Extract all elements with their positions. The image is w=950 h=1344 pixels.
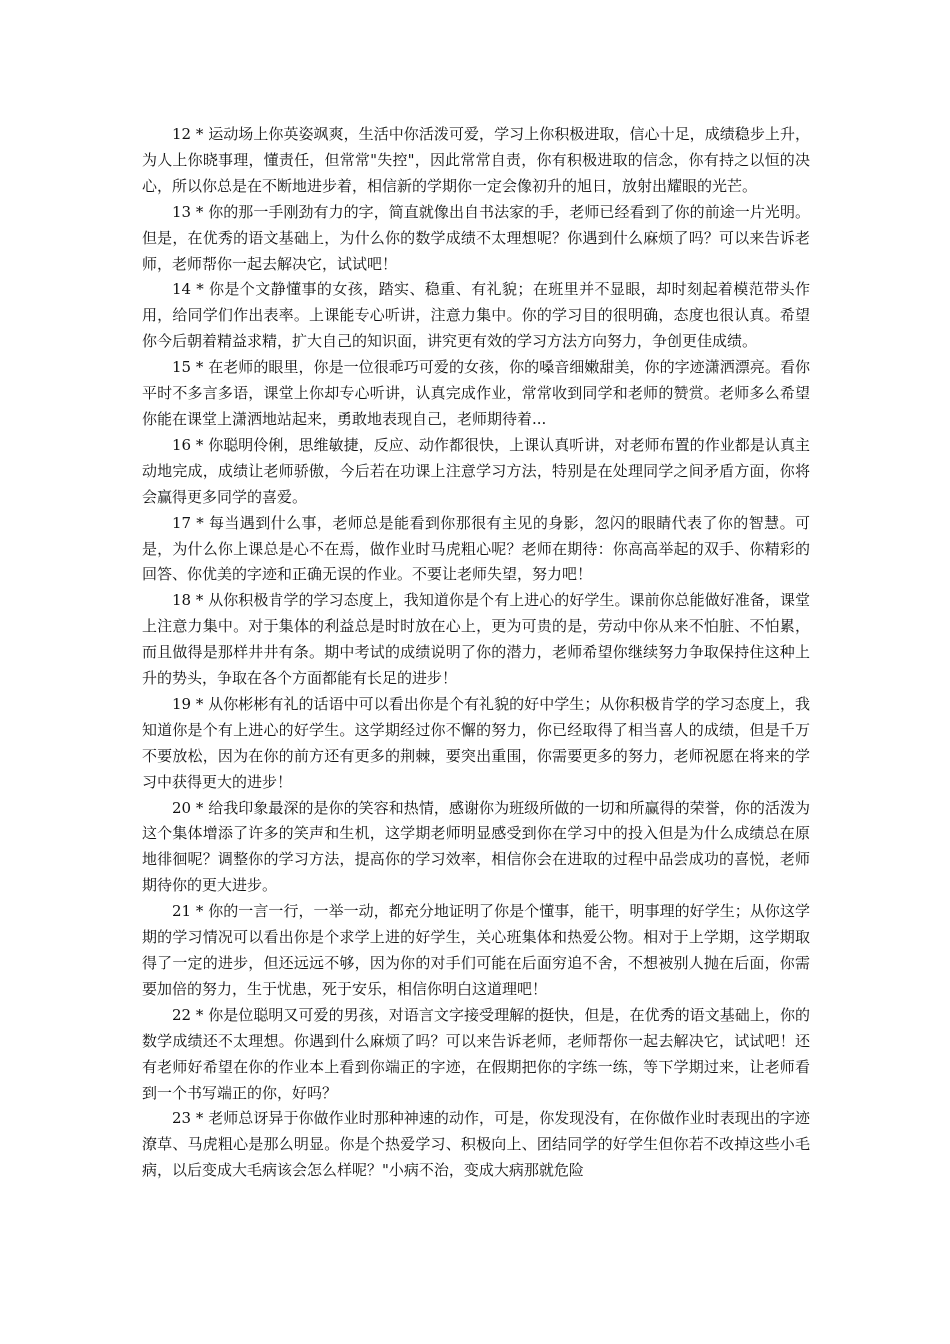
comment-paragraph-21: 21 * 你的一言一行，一举一动，都充分地证明了你是个懂事，能干，明事理的好学生；从你这学期的学习情况可以看出你是个求学上进的好学生，关心班集体和热爱公物。相对于上学期，这学期取得了一定的进步，但还远远不够，因为你的对手们可能在后面穷追不舍，不想被别人抛在后面，你需要加倍的努力，生于忧患，死于安乐，相信你明白这道理吧！ xyxy=(142,902,810,998)
comment-paragraph-22: 22 * 你是位聪明又可爱的男孩，对语言文字接受理解的挺快，但是，在优秀的语文基础上，你的数学成绩还不太理想。你遇到什么麻烦了吗？可以来告诉老师，老师帮你一起去解决它，试试吧！还有老师好希望在你的作业本上看到你端正的字迹，在假期把你的字练一练，等下学期过来，让老师看到一个书写端正的你，好吗？ xyxy=(142,1005,810,1102)
comment-paragraph-12: 12 * 运动场上你英姿飒爽，生活中你活泼可爱，学习上你积极进取，信心十足，成绩稳步上升，为人上你晓事理，懂责任，但常常"失控"，因此常常自责，你有积极进取的信念，你有持之以恒的决心，所以你总是在不断地进步着，相信新的学期你一定会像初升的旭日，放射出耀眼的光芒。 xyxy=(142,125,810,195)
comment-paragraph-13: 13 * 你的那一手刚劲有力的字，简直就像出自书法家的手，老师已经看到了你的前途一片光明。但是，在优秀的语文基础上，为什么你的数学成绩不太理想呢？你遇到什么麻烦了吗？可以来告诉老师，老师帮你一起去解决它，试试吧！ xyxy=(142,202,810,273)
comment-paragraph-16: 16 * 你聪明伶俐，思维敏捷，反应、动作都很快，上课认真听讲，对老师布置的作业都是认真主动地完成，成绩让老师骄傲，今后若在功课上注意学习方法，特别是在处理同学之间矛盾方面，你将会赢得更多同学的喜爱。 xyxy=(142,435,810,506)
comment-paragraph-18: 18 * 从你积极肯学的学习态度上，我知道你是个有上进心的好学生。课前你总能做好准备，课堂上注意力集中。对于集体的利益总是时时放在心上，更为可贵的是，劳动中你从来不怕脏、不怕累，而且做得是那样井井有条。期中考试的成绩说明了你的潜力，老师希望你继续努力争取保持住这种上升的势头，争取在各个方面都能有长足的进步！ xyxy=(142,591,810,688)
comment-paragraph-17: 17 * 每当遇到什么事，老师总是能看到你那很有主见的身影，忽闪的眼睛代表了你的智慧。可是，为什么你上课总是心不在焉，做作业时马虎粗心呢？老师在期待：你高高举起的双手、你精彩的回答、你优美的字迹和正确无误的作业。不要让老师失望，努力吧！ xyxy=(142,513,810,584)
comment-paragraph-23: 23 * 老师总讶异于你做作业时那种神速的动作，可是，你发现没有，在你做作业时表现出的字迹潦草、马虎粗心是那么明显。你是个热爱学习、积极向上、团结同学的好学生但你若不改掉这些小毛病，以后变成大毛病该会怎么样呢？"小病不治，变成大病那就危险 xyxy=(142,1109,810,1180)
comment-paragraph-14: 14 * 你是个文静懂事的女孩，踏实、稳重、有礼貌；在班里并不显眼，却时刻起着模范带头作用，给同学们作出表率。上课能专心听讲，注意力集中。你的学习目的很明确，态度也很认真。希望你今后朝着精益求精，扩大自己的知识面，讲究更有效的学习方法方向努力，争创更佳成绩。 xyxy=(142,280,810,351)
comment-paragraph-15: 15 * 在老师的眼里，你是一位很乖巧可爱的女孩，你的嗓音细嫩甜美，你的字迹潇洒漂亮。看你平时不多言多语，课堂上你却专心听讲，认真完成作业，常常收到同学和老师的赞赏。老师多么希望你能在课堂上潇洒地站起来，勇敢地表现自己，老师期待着... xyxy=(142,358,810,428)
document-page xyxy=(142,122,810,1184)
comment-paragraph-19: 19 * 从你彬彬有礼的话语中可以看出你是个有礼貌的好中学生；从你积极肯学的学习态度上，我知道你是个有上进心的好学生。这学期经过你不懈的努力，你已经取得了相当喜人的成绩，但是千万不要放松，因为在你的前方还有更多的荆棘，要突出重围，你需要更多的努力，老师祝愿在将来的学习中获得更大的进步！ xyxy=(142,694,810,791)
comment-paragraph-20: 20 * 给我印象最深的是你的笑容和热情，感谢你为班级所做的一切和所赢得的荣誉，你的活泼为这个集体增添了许多的笑声和生机，这学期老师明显感受到你在学习中的投入但是为什么成绩总在原地徘徊呢？调整你的学习方法，提高你的学习效率，相信你会在进取的过程中品尝成功的喜悦，老师期待你的更大进步。 xyxy=(142,798,810,895)
